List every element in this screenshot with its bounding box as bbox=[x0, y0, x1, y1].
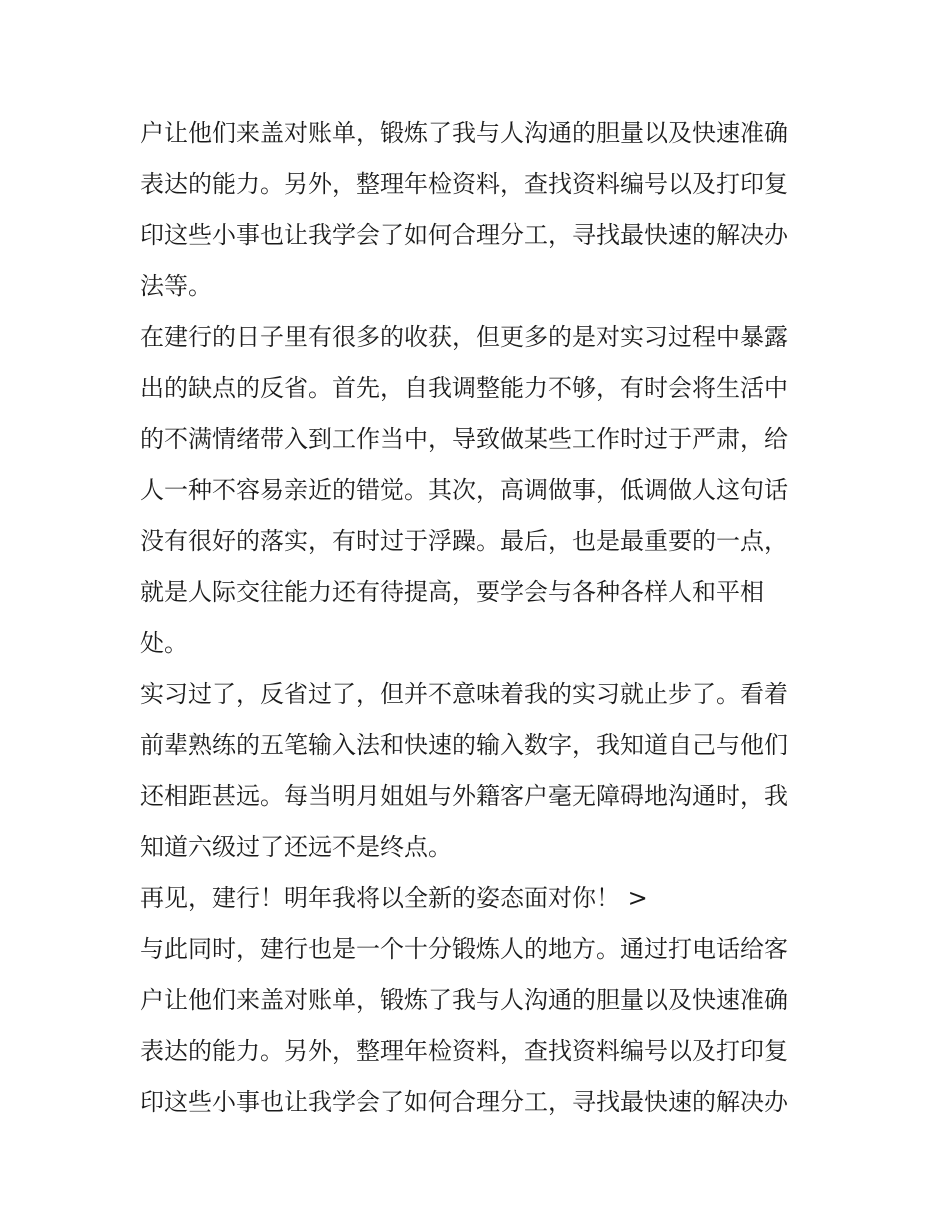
text-line: 没有很好的落实，有时过于浮躁。最后，也是最重要的一点， bbox=[140, 527, 788, 555]
text-line: 与此同时，建行也是一个十分锻炼人的地方。通过打电话给客 bbox=[140, 935, 788, 963]
text-line: 处。 bbox=[140, 629, 188, 657]
text-line: 印这些小事也让我学会了如何合理分工，寻找最快速的解决办 bbox=[140, 1088, 788, 1116]
text-line: 在建行的日子里有很多的收获，但更多的是对实习过程中暴露 bbox=[140, 323, 788, 351]
text-line: 户让他们来盖对账单，锻炼了我与人沟通的胆量以及快速准确 bbox=[140, 119, 788, 147]
text-line: 还相距甚远。每当明月姐姐与外籍客户毫无障碍地沟通时，我 bbox=[140, 782, 788, 810]
text-line: 知道六级过了还远不是终点。 bbox=[140, 833, 452, 861]
text-line: 表达的能力。另外，整理年检资料，查找资料编号以及打印复 bbox=[140, 170, 788, 198]
text-line: 的不满情绪带入到工作当中，导致做某些工作时过于严肃，给 bbox=[140, 425, 788, 453]
text-line: 再见，建行！明年我将以全新的姿态面对你！ > bbox=[140, 884, 648, 912]
text-line: 出的缺点的反省。首先，自我调整能力不够，有时会将生活中 bbox=[140, 374, 788, 402]
text-line: 就是人际交往能力还有待提高，要学会与各种各样人和平相 bbox=[140, 578, 764, 606]
text-line: 户让他们来盖对账单，锻炼了我与人沟通的胆量以及快速准确 bbox=[140, 986, 788, 1014]
text-line: 印这些小事也让我学会了如何合理分工，寻找最快速的解决办 bbox=[140, 221, 788, 249]
text-line: 法等。 bbox=[140, 272, 212, 300]
text-line: 实习过了，反省过了，但并不意味着我的实习就止步了。看着 bbox=[140, 680, 788, 708]
text-line: 表达的能力。另外，整理年检资料，查找资料编号以及打印复 bbox=[140, 1037, 788, 1065]
document-body-text bbox=[140, 108, 820, 1128]
text-line: 前辈熟练的五笔输入法和快速的输入数字，我知道自己与他们 bbox=[140, 731, 788, 759]
text-line: 人一种不容易亲近的错觉。其次，高调做事，低调做人这句话 bbox=[140, 476, 788, 504]
